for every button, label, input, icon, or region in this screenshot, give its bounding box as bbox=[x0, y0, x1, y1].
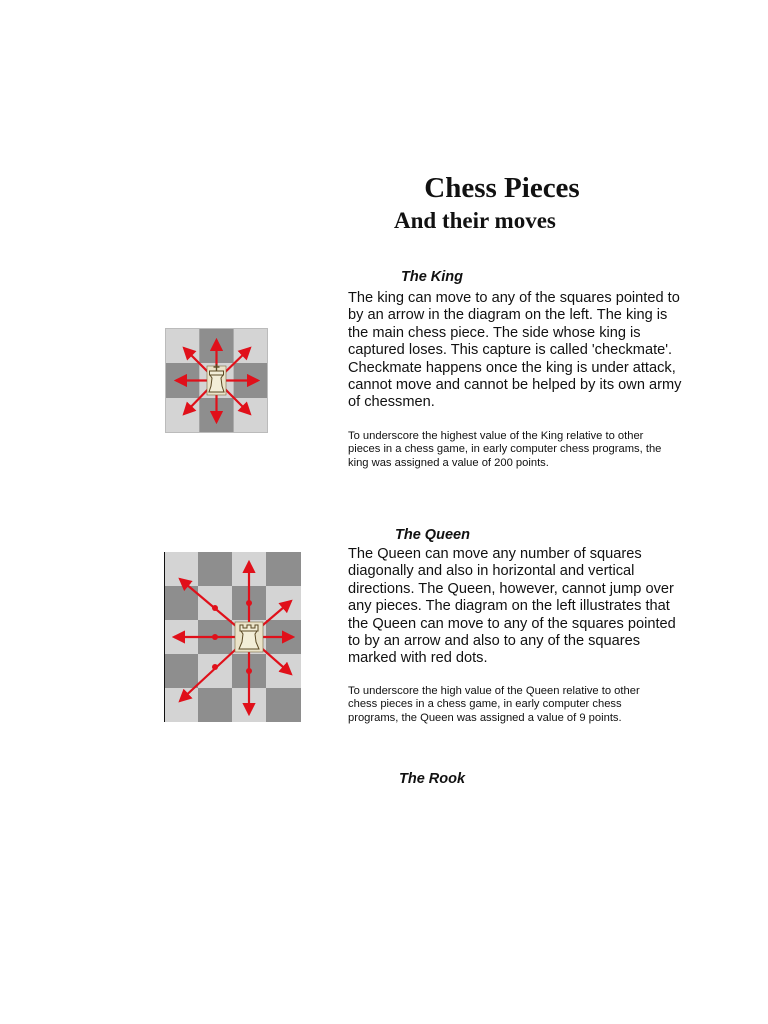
king-heading: The King bbox=[401, 269, 464, 285]
queen-description-line: any pieces. The diagram on the left illustrates that bbox=[348, 598, 670, 615]
queen-note-line: To underscore the high value of the Queen relative to other bbox=[348, 685, 640, 697]
queen-description-line: the Queen can move to any of the squares pointed bbox=[348, 615, 676, 632]
king-description-line: the main chess piece. The side whose king is bbox=[348, 324, 641, 341]
queen-description-line: The Queen can move any number of squares bbox=[348, 546, 642, 562]
king-note-line: king was assigned a value of 200 points. bbox=[348, 456, 549, 469]
king-description-line: of chessmen. bbox=[348, 394, 435, 411]
king-value-note bbox=[348, 430, 708, 470]
queen-moves-diagram bbox=[164, 552, 301, 722]
queen-note-line: chess pieces in a chess game, in early computer chess bbox=[348, 698, 622, 711]
king-description-line: captured loses. This capture is called 'checkmate'. bbox=[348, 342, 673, 359]
queen-note-line: programs, the Queen was assigned a value of 9 points. bbox=[348, 711, 622, 724]
king-note-line: pieces in a chess game, in early computer chess programs, the bbox=[348, 443, 662, 456]
queen-description-line: to by an arrow and also to any of the squares bbox=[348, 633, 641, 650]
king-description-line: Checkmate happens once the king is under attack, bbox=[348, 359, 676, 376]
queen-description-line: marked with red dots. bbox=[348, 650, 488, 667]
rook-heading: The Rook bbox=[399, 771, 466, 787]
king-description-line: cannot move and cannot be helped by its own army bbox=[348, 377, 682, 394]
queen-piece-icon bbox=[235, 622, 263, 652]
page-title: Chess Pieces bbox=[424, 172, 580, 204]
queen-value-note bbox=[348, 685, 708, 725]
king-piece-icon bbox=[207, 364, 226, 395]
king-description-line: by an arrow in the diagram on the left. The king is bbox=[348, 307, 668, 324]
queen-description bbox=[348, 546, 708, 668]
king-description bbox=[348, 290, 708, 412]
king-description-line: The king can move to any of the squares pointed to bbox=[348, 290, 680, 306]
king-note-line: To underscore the highest value of the King relative to other bbox=[348, 430, 644, 442]
queen-description-line: directions. The Queen, however, cannot jump over bbox=[348, 580, 674, 597]
queen-heading: The Queen bbox=[395, 527, 470, 543]
queen-description-line: diagonally and also in horizontal and vertical bbox=[348, 563, 635, 580]
page-subtitle: And their moves bbox=[394, 208, 556, 233]
king-moves-diagram bbox=[165, 328, 268, 433]
